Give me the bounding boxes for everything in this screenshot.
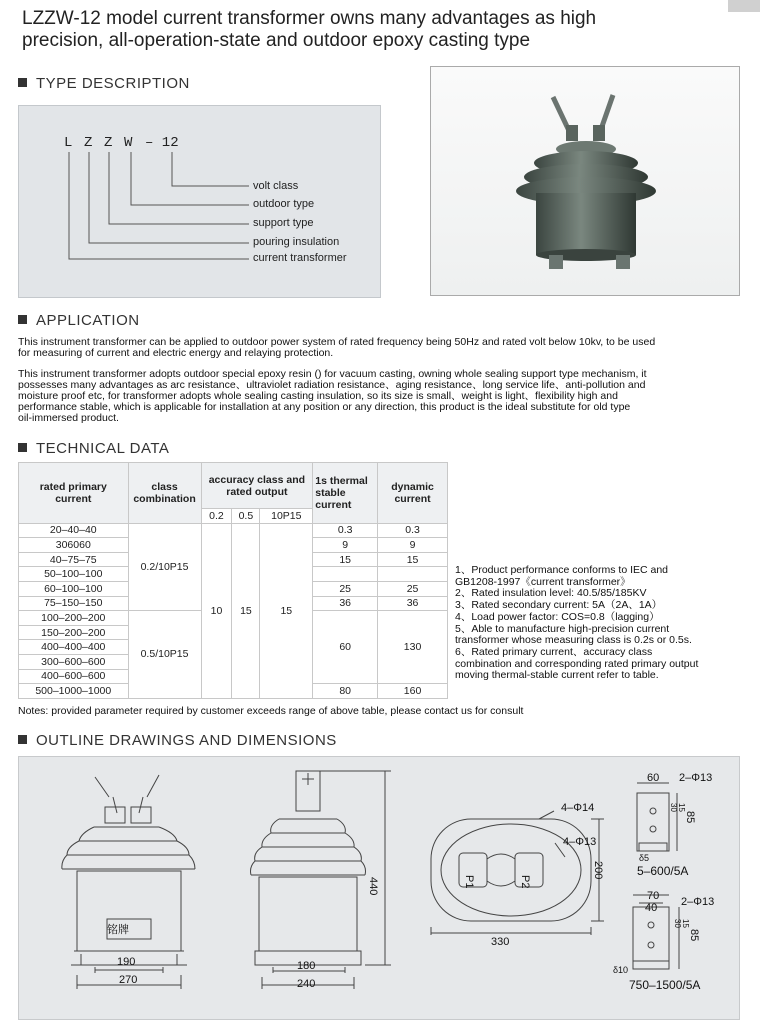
cell-primary: 400–400–400 <box>19 640 129 655</box>
note-line: combination and corresponding rated primary output <box>455 657 699 670</box>
table-row <box>19 523 448 538</box>
cell-primary: 300–600–600 <box>19 654 129 669</box>
product-photo <box>430 66 740 296</box>
dim-delta-10: δ10 <box>613 965 629 975</box>
outline-drawings-box <box>18 756 740 1020</box>
dim-180: 180 <box>297 960 316 972</box>
cell-acc-0-5: 15 <box>232 523 260 698</box>
cell-thermal: 80 <box>313 684 378 699</box>
dim-2-phi-13-b: 2–Φ13 <box>681 896 715 908</box>
dim-4-phi-14: 4–Φ14 <box>561 802 595 814</box>
code-letter-z2: Z <box>104 135 113 151</box>
code-letter-w: W <box>124 135 133 151</box>
cell-acc-0-2: 10 <box>201 523 232 698</box>
cell-primary: 40–75–75 <box>19 552 129 567</box>
cell-primary: 50–100–100 <box>19 567 129 582</box>
label-support-type: support type <box>253 217 314 229</box>
header-text: current <box>394 492 431 505</box>
cell-thermal: 9 <box>313 538 378 553</box>
header-text: rated primary <box>39 480 107 493</box>
terminal-caption-1: 5–600/5A <box>637 864 689 878</box>
text-line: This instrument transformer adopts outdoor special epoxy resin () for vacuum casting, owning whole sealing support type mechanism, it <box>18 368 647 380</box>
cell-primary: 60–100–100 <box>19 581 129 596</box>
cell-dynamic: 160 <box>378 684 448 699</box>
cell-thermal: 0.3 <box>313 523 378 538</box>
note-line: moving thermal-stable current refer to table. <box>455 669 659 682</box>
dim-15-b: 15 <box>681 919 690 928</box>
dim-4-phi-13: 4–Φ13 <box>563 836 597 848</box>
header-text: combination <box>133 492 196 505</box>
label-current-transformer: current transformer <box>253 252 347 264</box>
header-text: accuracy class and <box>208 473 306 486</box>
cell-dynamic: 0.3 <box>378 523 448 538</box>
dim-440: 440 <box>367 877 379 896</box>
text-line: for measuring of current and electric energy and relaying protection. <box>18 347 334 359</box>
text-line: possesses many advantages as arc resistance、ultraviolet radiation resistance、aging resistance、long service life、anti-pollution and <box>18 379 646 391</box>
dim-30-a: 30 <box>669 803 678 812</box>
cell-primary: 20–40–40 <box>19 523 129 538</box>
dim-30-b: 30 <box>673 919 682 928</box>
cell-dynamic: 25 <box>378 581 448 596</box>
cell-primary: 306060 <box>19 538 129 553</box>
header-text: dynamic <box>391 480 434 493</box>
header-class <box>128 463 201 524</box>
cell-primary: 150–200–200 <box>19 625 129 640</box>
table-footnote: Notes: provided parameter required by customer exceeds range of above table, please contact us for consult <box>18 705 524 717</box>
header-text: stable <box>315 486 346 499</box>
note-line: 2、Rated insulation level: 40.5/85/185KV <box>455 587 647 600</box>
subheader-0-2: 0.2 <box>201 509 232 524</box>
note-line: 6、Rated primary current、accuracy class <box>455 645 653 658</box>
cell-dynamic: 130 <box>378 611 448 684</box>
corner-decoration <box>728 0 760 12</box>
dim-2-phi-13-a: 2–Φ13 <box>679 772 713 784</box>
bullet-square-icon <box>18 443 27 452</box>
header-accuracy <box>201 463 313 509</box>
header-dynamic <box>378 463 448 524</box>
cell-thermal: 15 <box>313 552 378 567</box>
label-outdoor-type: outdoor type <box>253 198 315 210</box>
text-line: oil-immersed product. <box>18 412 119 424</box>
cell-primary: 500–1000–1000 <box>19 684 129 699</box>
section-heading: APPLICATION <box>36 312 140 329</box>
cell-thermal: 60 <box>313 611 378 684</box>
section-heading: TECHNICAL DATA <box>36 440 170 457</box>
dim-190: 190 <box>117 956 136 968</box>
nameplate-label: 铭牌 <box>107 924 129 936</box>
dim-delta-5: δ5 <box>639 853 650 863</box>
section-technical-data <box>18 440 169 457</box>
cell-thermal <box>313 567 378 582</box>
cell-primary: 400–600–600 <box>19 669 129 684</box>
cell-primary: 75–150–150 <box>19 596 129 611</box>
terminal-caption-2: 750–1500/5A <box>629 978 701 992</box>
bullet-square-icon <box>18 735 27 744</box>
cell-dynamic: 9 <box>378 538 448 553</box>
label-pouring-insulation: pouring insulation <box>253 236 340 248</box>
text-line: performance stable, which is applicable for installation at any position or any direction, this product is the ideal substitute for old type <box>18 401 631 413</box>
application-paragraph-2 <box>18 369 748 424</box>
label-volt-class: volt class <box>253 180 299 192</box>
dim-240: 240 <box>297 978 316 990</box>
subheader-0-5: 0.5 <box>232 509 260 524</box>
code-letter-z1: Z <box>84 135 93 151</box>
header-text: current <box>55 492 92 505</box>
header-text: 1s thermal <box>315 474 368 487</box>
note-line: 4、Load power factor: COS=0.8（lagging） <box>455 610 660 623</box>
note-line: 3、Rated secondary current: 5A（2A、1A） <box>455 599 663 612</box>
terminal-p2: P2 <box>519 875 531 889</box>
dim-60: 60 <box>647 772 660 784</box>
transformer-illustration <box>431 67 741 297</box>
cell-thermal: 25 <box>313 581 378 596</box>
terminal-p1: P1 <box>463 875 475 889</box>
title-line-1: LZZW-12 model current transformer owns many advantages as high <box>22 8 597 29</box>
technical-data-table <box>18 462 448 699</box>
code-volt: – 12 <box>145 135 179 151</box>
section-application <box>18 312 140 329</box>
dim-200: 200 <box>592 861 604 880</box>
dim-40: 40 <box>645 902 658 914</box>
type-description-box <box>18 105 381 298</box>
cell-primary: 100–200–200 <box>19 611 129 626</box>
cell-dynamic: 36 <box>378 596 448 611</box>
bullet-square-icon <box>18 315 27 324</box>
outline-drawings-svg <box>19 757 741 1021</box>
note-line: 5、Able to manufacture high-precision current <box>455 622 670 635</box>
dim-85-b: 85 <box>688 929 700 942</box>
subheader-10p15: 10P15 <box>260 509 313 524</box>
dim-270: 270 <box>119 974 138 986</box>
header-text: current <box>315 498 352 511</box>
header-thermal <box>313 463 378 524</box>
application-paragraph-1 <box>18 337 748 359</box>
cell-dynamic: 15 <box>378 552 448 567</box>
dim-70: 70 <box>647 890 660 902</box>
cell-class-2: 0.5/10P15 <box>128 611 201 699</box>
header-rated-primary <box>19 463 129 524</box>
note-line: 1、Product performance conforms to IEC and <box>455 564 669 576</box>
header-text: class <box>151 480 178 493</box>
text-line: moisture proof etc, for transformer adopts whole sealing casting insulation, so its size is small、weight is light、flexibility high and <box>18 390 618 402</box>
type-code-diagram <box>19 106 382 299</box>
section-outline <box>18 732 337 749</box>
cell-class-1: 0.2/10P15 <box>128 523 201 611</box>
dim-85-a: 85 <box>684 811 696 824</box>
title-line-2: precision, all-operation-state and outdoor epoxy casting type <box>22 30 531 51</box>
dim-330: 330 <box>491 936 510 948</box>
note-line: transformer whose measuring class is 0.2s or 0.5s. <box>455 634 692 647</box>
section-type-description <box>18 75 190 92</box>
dim-15-a: 15 <box>677 803 686 812</box>
header-text: rated output <box>226 485 288 498</box>
section-heading: OUTLINE DRAWINGS AND DIMENSIONS <box>36 732 337 749</box>
cell-dynamic <box>378 567 448 582</box>
text-line: This instrument transformer can be applied to outdoor power system of rated frequency being 50Hz and rated volt below 10kv, to be used <box>18 336 656 348</box>
bullet-square-icon <box>18 78 27 87</box>
code-letter-l: L <box>64 135 73 151</box>
cell-acc-10p15: 15 <box>260 523 313 698</box>
page-title <box>22 8 596 52</box>
cell-thermal: 36 <box>313 596 378 611</box>
note-line: GB1208-1997《current transformer》 <box>455 575 631 588</box>
product-notes <box>455 565 755 682</box>
section-heading: TYPE DESCRIPTION <box>36 75 190 92</box>
